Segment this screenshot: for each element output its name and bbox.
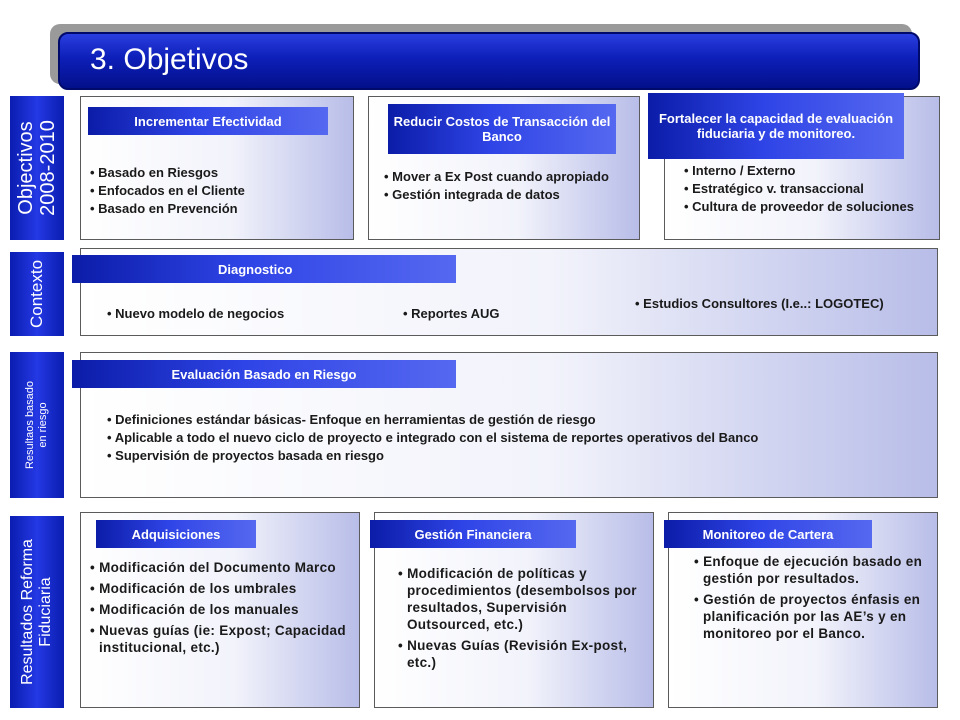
riesgo-list xyxy=(106,412,896,466)
list-item: • Aplicable a todo el nuevo ciclo de proyecto e integrado con el sistema de reportes operativos del Banco xyxy=(106,430,896,446)
list-item: • Estratégico v. transaccional xyxy=(683,181,928,197)
page-title: 3. Objetivos xyxy=(90,43,249,76)
objetivo-1-header: Incrementar Efectividad xyxy=(88,107,328,135)
reforma-2-list xyxy=(397,565,647,675)
contexto-list-1 xyxy=(106,306,376,324)
riesgo-header: Evaluación Basado en Riesgo xyxy=(72,360,456,388)
list-item: • Supervisión de proyectos basada en riesgo xyxy=(106,448,896,464)
side-label-contexto xyxy=(10,252,64,336)
side-label-riesgo xyxy=(10,352,64,498)
list-item: • Enfocados en el Cliente xyxy=(89,183,339,199)
reforma-3-header: Monitoreo de Cartera xyxy=(664,520,872,548)
contexto-list-2 xyxy=(402,306,602,324)
objetivo-3-header: Fortalecer la capacidad de evaluación fiduciaria y de monitoreo. xyxy=(648,93,904,159)
list-item: • Estudios Consultores (I.e..: LOGOTEC) xyxy=(634,296,884,312)
reforma-2-header: Gestión Financiera xyxy=(370,520,576,548)
list-item: • Basado en Prevención xyxy=(89,201,339,217)
side-label-objetivos-line1: Objectivos xyxy=(15,121,37,215)
list-item: • Modificación de los umbrales xyxy=(89,580,351,597)
side-label-contexto-text: Contexto xyxy=(27,259,46,329)
objetivo-2-list xyxy=(383,169,628,205)
side-label-objetivos xyxy=(10,96,64,240)
list-item: • Nuevas Guías (Revisión Ex-post, etc.) xyxy=(397,637,647,671)
side-label-riesgo-line2: en riesgo xyxy=(37,402,49,448)
reforma-3-list xyxy=(693,553,929,646)
list-item: • Gestión de proyectos énfasis en planificación por las AE’s y en monitoreo por el Banco. xyxy=(693,591,929,642)
list-item: • Mover a Ex Post cuando apropiado xyxy=(383,169,628,185)
side-label-reforma-line1: Resultados Reforma xyxy=(19,539,36,685)
objetivo-3-list xyxy=(683,163,928,217)
side-label-reforma-line2: Fiduciaria xyxy=(37,577,54,647)
list-item: • Modificación de los manuales xyxy=(89,601,351,618)
list-item: • Nuevo modelo de negocios xyxy=(106,306,376,322)
reforma-1-list xyxy=(89,559,351,660)
objetivo-1-list xyxy=(89,165,339,219)
list-item: • Nuevas guías (ie: Expost; Capacidad institucional, etc.) xyxy=(89,622,351,656)
list-item: • Basado en Riesgos xyxy=(89,165,339,181)
list-item: • Modificación del Documento Marco xyxy=(89,559,351,576)
side-label-riesgo-line1: Resultaos basado xyxy=(24,380,36,470)
list-item: • Definiciones estándar básicas- Enfoque en herramientas de gestión de riesgo xyxy=(106,412,896,428)
list-item: • Cultura de proveedor de soluciones xyxy=(683,199,928,215)
list-item: • Interno / Externo xyxy=(683,163,928,179)
contexto-list-3 xyxy=(634,296,884,314)
list-item: • Reportes AUG xyxy=(402,306,602,322)
list-item: • Enfoque de ejecución basado en gestión por resultados. xyxy=(693,553,929,587)
contexto-header: Diagnostico xyxy=(72,255,456,283)
side-label-objetivos-line2: 2008-2010 xyxy=(37,120,59,216)
reforma-1-header: Adquisiciones xyxy=(96,520,256,548)
list-item: • Gestión integrada de datos xyxy=(383,187,628,203)
list-item: • Modificación de políticas y procedimientos (desembolsos por resultados, Supervisión Outsourced, etc.) xyxy=(397,565,647,633)
side-label-reforma xyxy=(10,516,64,708)
objetivo-2-header: Reducir Costos de Transacción del Banco xyxy=(388,104,616,154)
